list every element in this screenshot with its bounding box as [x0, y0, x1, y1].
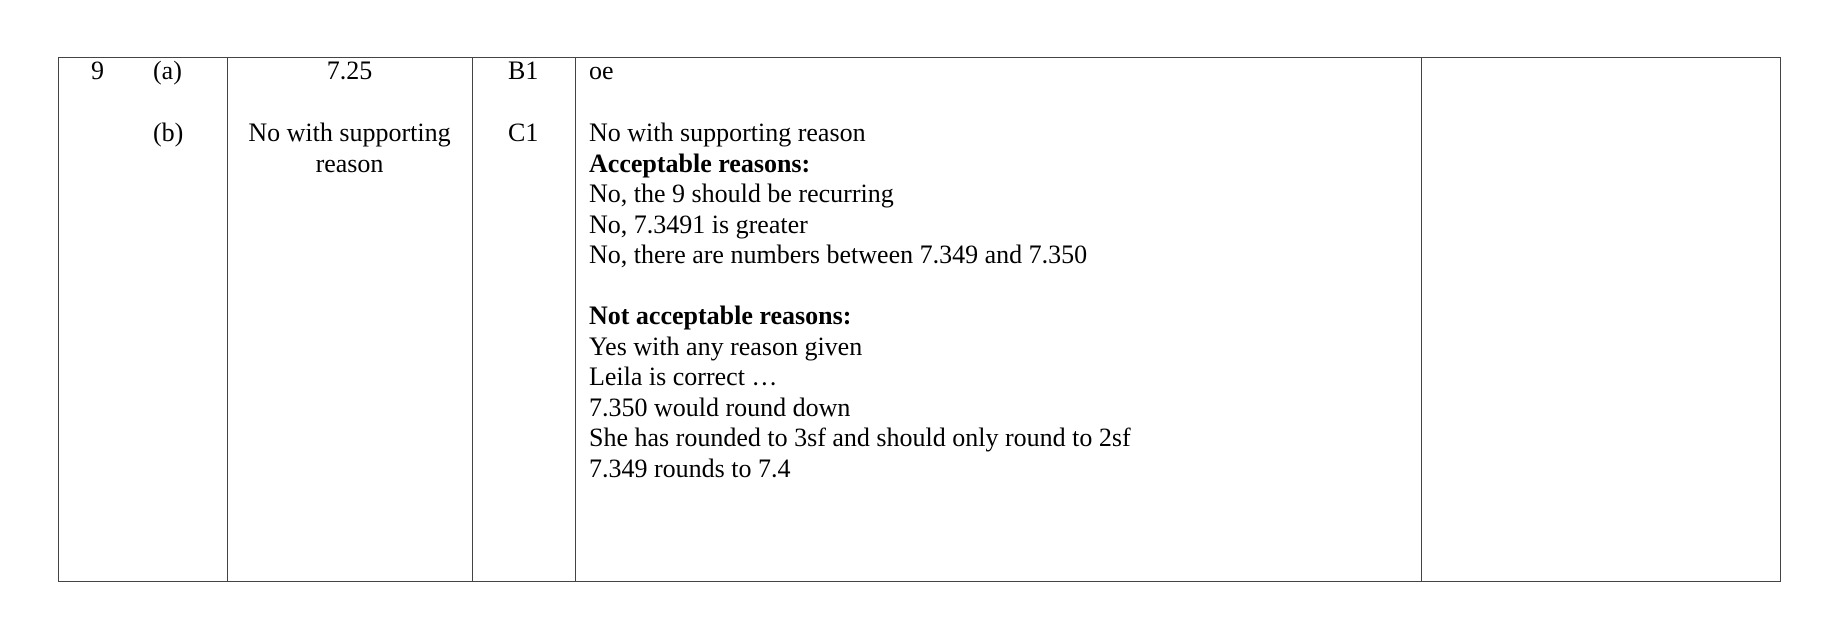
part-label-a: (a)	[153, 56, 182, 85]
answer-b-line-2: reason	[315, 148, 384, 178]
column-divider	[472, 58, 473, 581]
not-acceptable-reason: 7.350 would round down	[589, 392, 851, 422]
acceptable-heading: Acceptable reasons:	[589, 148, 811, 178]
guidance-intro: No with supporting reason	[589, 118, 866, 147]
acceptable-reason: No, 7.3491 is greater	[589, 209, 808, 239]
column-divider	[575, 58, 576, 581]
spacer	[589, 271, 1131, 302]
part-label-b: (b)	[153, 118, 184, 147]
guidance-a: oe	[589, 56, 614, 85]
mark-a: B1	[508, 56, 539, 85]
not-acceptable-reason: Yes with any reason given	[589, 331, 863, 361]
mark-b: C1	[508, 118, 539, 147]
not-acceptable-reason: 7.349 rounds to 7.4	[589, 453, 791, 483]
answer-b-line-1: No with supporting	[248, 118, 451, 147]
acceptable-reason: No, there are numbers between 7.349 and 7.350	[589, 240, 1088, 269]
additional-guidance-cell	[1422, 58, 1780, 578]
guidance-b	[589, 118, 1131, 484]
question-number: 9	[91, 56, 104, 85]
not-acceptable-reason: Leila is correct …	[589, 362, 778, 391]
not-acceptable-heading: Not acceptable reasons:	[589, 301, 852, 330]
answer-a: 7.25	[326, 56, 373, 85]
not-acceptable-reason: She has rounded to 3sf and should only round to 2sf	[589, 423, 1131, 452]
acceptable-reason: No, the 9 should be recurring	[589, 179, 894, 208]
mark-scheme-table	[58, 57, 1781, 582]
